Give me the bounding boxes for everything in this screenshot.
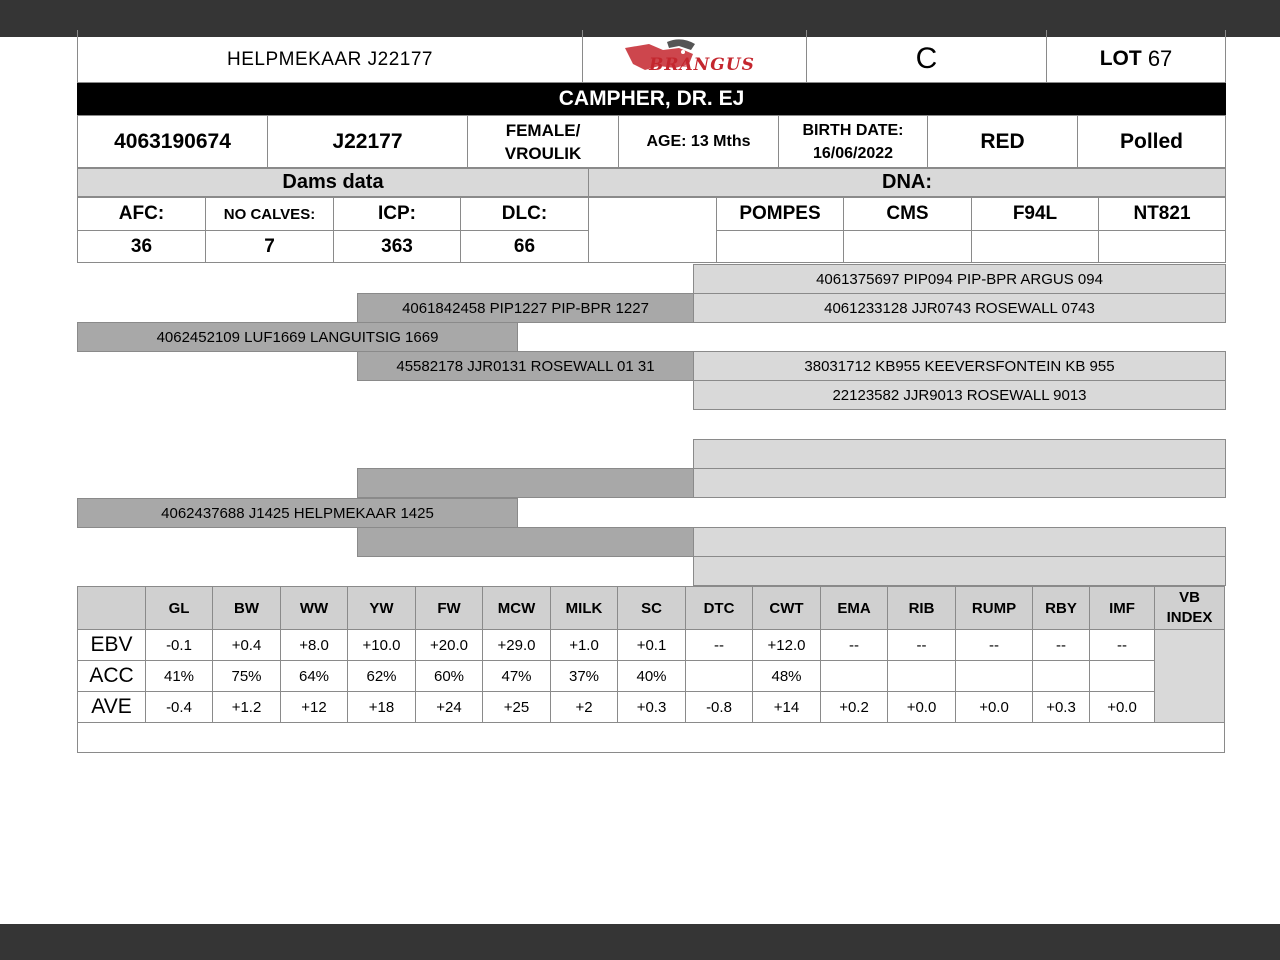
animal-tag: J22177 (267, 115, 468, 168)
table-cell: -- (821, 630, 888, 661)
table-cell: +1.0 (551, 630, 618, 661)
table-cell: +14 (753, 692, 821, 723)
dna-value-f94l (971, 230, 1099, 263)
table-cell: -0.1 (146, 630, 213, 661)
pedigree-dam-sire-dam (693, 468, 1226, 498)
ebv-col-rib: RIB (888, 587, 956, 630)
table-cell: 75% (213, 661, 281, 692)
notes-cell (78, 723, 1225, 753)
table-cell: +12 (281, 692, 348, 723)
dna-value-cms (843, 230, 972, 263)
dams-header-icp: ICP: (333, 197, 461, 231)
table-cell: +2 (551, 692, 618, 723)
table-cell (821, 661, 888, 692)
table-cell (1033, 661, 1090, 692)
animal-age: AGE: 13 Mths (618, 115, 779, 168)
ebv-col-mcw: MCW (483, 587, 551, 630)
table-cell: 48% (753, 661, 821, 692)
pedigree-dam-dam-dam (693, 556, 1226, 586)
table-cell: +0.0 (888, 692, 956, 723)
lot-number: 67 (1147, 46, 1173, 71)
row-label-acc: ACC (78, 661, 146, 692)
dams-value-dlc: 66 (460, 230, 589, 263)
row-label-ebv: EBV (78, 630, 146, 661)
table-cell: -- (1090, 630, 1155, 661)
ebv-col-rby: RBY (1033, 587, 1090, 630)
pedigree-sire-dam-sire: 38031712 KB955 KEEVERSFONTEIN KB 955 (693, 351, 1226, 381)
dams-value-icp: 363 (333, 230, 461, 263)
ebv-col-gl: GL (146, 587, 213, 630)
dna-header-nt821: NT821 (1098, 197, 1226, 231)
table-cell: +0.3 (1033, 692, 1090, 723)
ebv-col-rump: RUMP (956, 587, 1033, 630)
dna-header-pompes: POMPES (716, 197, 844, 231)
table-cell: +0.4 (213, 630, 281, 661)
divider (77, 262, 694, 263)
table-cell: -- (888, 630, 956, 661)
table-cell: 40% (618, 661, 686, 692)
pedigree-sire-dam: 45582178 JJR0131 ROSEWALL 01 31 (357, 351, 694, 381)
ebv-col-dtc: DTC (686, 587, 753, 630)
dams-header-no-calves: NO CALVES: (205, 197, 334, 231)
ebv-col-ema: EMA (821, 587, 888, 630)
table-cell: 41% (146, 661, 213, 692)
lot-label: LOT (1099, 47, 1142, 70)
viewer-bottom-bar (0, 924, 1280, 960)
dna-header-cms: CMS (843, 197, 972, 231)
ebv-col-ww: WW (281, 587, 348, 630)
brangus-logo (582, 30, 807, 83)
animal-colour: RED (927, 115, 1078, 168)
table-cell: -- (686, 630, 753, 661)
table-cell: 64% (281, 661, 348, 692)
ebv-col-cwt: CWT (753, 587, 821, 630)
pedigree-dam-dam (357, 527, 694, 557)
table-cell: +0.2 (821, 692, 888, 723)
table-cell: +0.1 (618, 630, 686, 661)
birth-date-box (778, 115, 928, 168)
ebv-row-ebv (78, 630, 1225, 661)
dams-data-title: Dams data (77, 168, 589, 197)
table-cell: +24 (416, 692, 483, 723)
dna-title: DNA: (588, 168, 1226, 197)
table-cell (888, 661, 956, 692)
pedigree-sire-dam-dam: 22123582 JJR9013 ROSEWALL 9013 (693, 380, 1226, 410)
animal-horn-status: Polled (1077, 115, 1226, 168)
pedigree-dam-sire-sire (693, 439, 1226, 469)
ebv-corner (78, 587, 146, 630)
table-cell: +0.0 (956, 692, 1033, 723)
table-cell: +0.0 (1090, 692, 1155, 723)
pedigree-dam-dam-sire (693, 527, 1226, 557)
table-cell: -- (1033, 630, 1090, 661)
table-cell: +18 (348, 692, 416, 723)
pedigree-sire: 4062452109 LUF1669 LANGUITSIG 1669 (77, 322, 518, 352)
ebv-row-ave (78, 692, 1225, 723)
ebv-row-acc (78, 661, 1225, 692)
pedigree-sire-sire: 4061842458 PIP1227 PIP-BPR 1227 (357, 293, 694, 323)
logo-text: BRANGUS (649, 55, 755, 75)
dna-blank-cell (588, 197, 717, 263)
dams-header-dlc: DLC: (460, 197, 589, 231)
lot-number-box (1046, 30, 1226, 83)
dna-value-nt821 (1098, 230, 1226, 263)
table-cell: +10.0 (348, 630, 416, 661)
ebv-notes-row (78, 723, 1225, 753)
table-cell: 62% (348, 661, 416, 692)
pedigree-dam: 4062437688 J1425 HELPMEKAAR 1425 (77, 498, 518, 528)
ebv-col-sc: SC (618, 587, 686, 630)
pedigree-sire-sire-sire: 4061375697 PIP094 PIP-BPR ARGUS 094 (693, 264, 1226, 294)
ebv-col-imf: IMF (1090, 587, 1155, 630)
vb-index-value (1155, 630, 1225, 723)
animal-sex: FEMALE/ VROULIK (467, 115, 619, 168)
ebv-col-bw: BW (213, 587, 281, 630)
ebv-col-vb-index: VB INDEX (1155, 587, 1225, 630)
dna-value-pompes (716, 230, 844, 263)
ebv-col-yw: YW (348, 587, 416, 630)
ebv-header-row (78, 587, 1225, 630)
table-cell (1090, 661, 1155, 692)
table-cell (956, 661, 1033, 692)
owner-name: CAMPHER, DR. EJ (77, 83, 1226, 115)
pedigree-dam-sire (357, 468, 694, 498)
dams-value-no-calves: 7 (205, 230, 334, 263)
ebv-col-fw: FW (416, 587, 483, 630)
table-cell: +12.0 (753, 630, 821, 661)
row-label-ave: AVE (78, 692, 146, 723)
table-cell: +29.0 (483, 630, 551, 661)
table-cell: +1.2 (213, 692, 281, 723)
grade: C (806, 30, 1047, 83)
table-cell: +8.0 (281, 630, 348, 661)
table-cell: -0.4 (146, 692, 213, 723)
animal-id: 4063190674 (77, 115, 268, 168)
table-cell: -- (956, 630, 1033, 661)
dna-header-f94l: F94L (971, 197, 1099, 231)
table-cell (686, 661, 753, 692)
table-cell: +20.0 (416, 630, 483, 661)
table-cell: +25 (483, 692, 551, 723)
table-cell: +0.3 (618, 692, 686, 723)
birth-date-label: BIRTH DATE: (802, 121, 904, 139)
table-cell: -0.8 (686, 692, 753, 723)
table-cell: 37% (551, 661, 618, 692)
animal-name: HELPMEKAAR J22177 (77, 30, 583, 83)
table-cell: 60% (416, 661, 483, 692)
ebv-table (77, 586, 1225, 753)
table-cell: 47% (483, 661, 551, 692)
dams-header-afc: AFC: (77, 197, 206, 231)
dams-value-afc: 36 (77, 230, 206, 263)
ebv-col-milk: MILK (551, 587, 618, 630)
pedigree-sire-sire-dam: 4061233128 JJR0743 ROSEWALL 0743 (693, 293, 1226, 323)
birth-date: 16/06/2022 (812, 144, 894, 162)
